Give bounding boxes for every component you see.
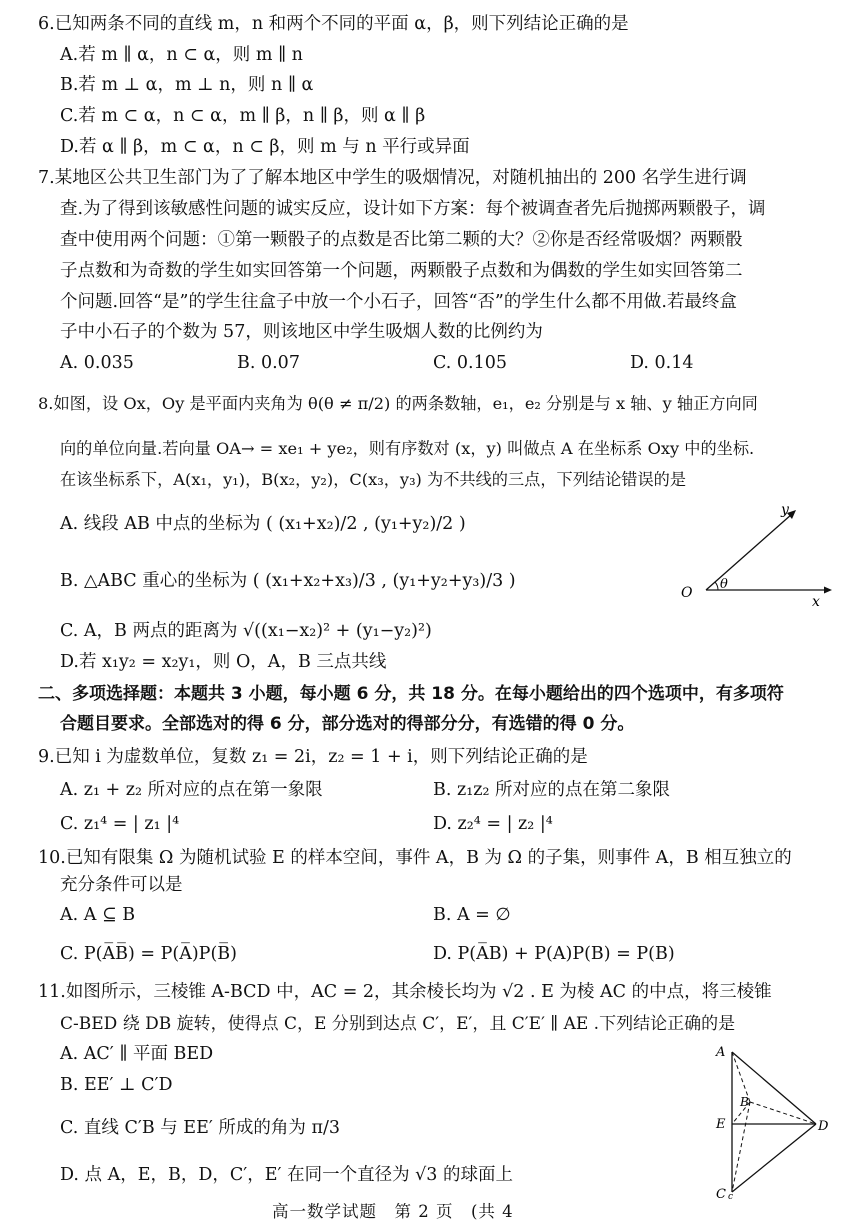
q7-option-c: C. 0.105	[433, 353, 507, 373]
q8-line-1: 8.如图，设 Ox，Oy 是平面内夹角为 θ(θ ≠ π/2) 的两条数轴，e₁，e₂ 分别是与 x 轴、y 轴正方向同	[38, 394, 758, 413]
q9-option-a: A. z₁ + z₂ 所对应的点在第一象限	[60, 780, 323, 800]
q11-line-2: C-BED 绕 DB 旋转，使得点 C，E 分别到达点 C′，E′，且 C′E′ ∥ AE .下列结论正确的是	[60, 1014, 736, 1034]
pyramid-figure	[706, 1040, 836, 1200]
vertex-b-label: B	[740, 1095, 749, 1109]
q8-option-c: C. A，B 两点的距离为 √((x₁−x₂)² + (y₁−y₂)²)	[60, 621, 432, 641]
edge-bc	[732, 1102, 750, 1192]
q6-option-b: B.若 m ⊥ α，m ⊥ n，则 n ∥ α	[60, 75, 314, 95]
q8-line-2: 向的单位向量.若向量 OA→ = xe₁ + ye₂，则有序数对 (x，y) 叫做点 A 在坐标系 Oxy 中的坐标.	[60, 439, 755, 458]
q7-line-2: 查.为了得到该敏感性问题的诚实反应，设计如下方案：每个被调查者先后抛掷两颗骰子，调	[60, 199, 766, 219]
q11-option-d: D. 点 A，E，B，D，C′，E′ 在同一个直径为 √3 的球面上	[60, 1165, 513, 1185]
q8-option-a: A. 线段 AB 中点的坐标为 ( (x₁+x₂)/2 , (y₁+y₂)/2 )	[60, 514, 466, 534]
section-2-heading: 二、多项选择题：本题共 3 小题，每小题 6 分，共 18 分。在每小题给出的四个选项中，有多项符	[38, 684, 784, 704]
q10-option-b: B. A = ∅	[433, 905, 511, 925]
theta-arc	[715, 582, 718, 590]
q11-option-b: B. EE′ ⊥ C′D	[60, 1075, 173, 1095]
x-axis-arrow	[824, 587, 832, 594]
theta-label: θ	[720, 577, 728, 592]
q7-line-1: 7.某地区公共卫生部门为了了解本地区中学生的吸烟情况，对随机抽出的 200 名学生进行调	[38, 168, 747, 188]
vertex-d-label: D	[818, 1119, 829, 1134]
q8-line-3: 在该坐标系下，A(x₁，y₁)，B(x₂，y₂)，C(x₃，y₃) 为不共线的三点，下列结论错误的是	[60, 470, 687, 489]
q7-line-6: 子中小石子的个数为 57，则该地区中学生吸烟人数的比例约为	[60, 322, 543, 342]
q9-option-d: D. z₂⁴ = | z₂ |⁴	[433, 814, 553, 834]
q7-line-4: 子点数和为奇数的学生如实回答第一个问题，两颗骰子点数和为偶数的学生如实回答第二	[60, 261, 743, 281]
y-axis	[706, 514, 792, 590]
q6-stem: 6.已知两条不同的直线 m，n 和两个不同的平面 α，β，则下列结论正确的是	[38, 14, 629, 34]
edge-cd	[732, 1124, 816, 1192]
edge-bd	[750, 1102, 816, 1124]
q7-line-5: 个问题.回答“是”的学生往盒子中放一个小石子，回答“否”的学生什么都不用做.若最终盒	[60, 292, 737, 312]
q6-option-a: A.若 m ∥ α，n ⊂ α，则 m ∥ n	[60, 45, 303, 65]
q10-option-a: A. A ⊆ B	[60, 905, 136, 925]
q10-option-c: C. P(A̅B̅) = P(A̅)P(B̅)	[60, 944, 237, 964]
q11-option-a: A. AC′ ∥ 平面 BED	[60, 1044, 214, 1064]
oblique-axes-figure	[676, 500, 836, 610]
q11-line-1: 11.如图所示，三棱锥 A-BCD 中，AC = 2，其余棱长均为 √2 . E 为棱 AC 的中点，将三棱锥	[38, 982, 772, 1002]
origin-label: O	[681, 585, 693, 601]
q8-option-d: D.若 x₁y₂ = x₂y₁，则 O，A，B 三点共线	[60, 652, 387, 672]
q10-line-1: 10.已知有限集 Ω 为随机试验 E 的样本空间，事件 A，B 为 Ω 的子集，则事件 A，B 相互独立的	[38, 848, 792, 868]
q6-option-d: D.若 α ∥ β，m ⊂ α，n ⊂ β，则 m 与 n 平行或异面	[60, 137, 470, 157]
q10-line-2: 充分条件可以是	[60, 875, 183, 895]
q7-option-b: B. 0.07	[237, 353, 300, 373]
vertex-e-label: E	[716, 1117, 726, 1132]
q11-option-c: C. 直线 C′B 与 EE′ 所成的角为 π/3	[60, 1118, 340, 1138]
vertex-a-label: A	[716, 1045, 726, 1060]
q7-line-3: 查中使用两个问题：①第一颗骰子的点数是否比第二颗的大？②你是否经常吸烟？两颗骰	[60, 230, 743, 250]
page-footer: 高一数学试题 第 2 页 (共 4	[272, 1202, 514, 1221]
x-axis-label: x	[812, 594, 820, 610]
y-axis-label: y	[781, 502, 789, 518]
q7-option-a: A. 0.035	[60, 353, 134, 373]
q8-option-b: B. △ABC 重心的坐标为 ( (x₁+x₂+x₃)/3 , (y₁+y₂+y₃)/3 )	[60, 571, 516, 591]
q9-option-c: C. z₁⁴ = | z₁ |⁴	[60, 814, 180, 834]
q7-option-d: D. 0.14	[630, 353, 694, 373]
q9-option-b: B. z₁z₂ 所对应的点在第二象限	[433, 780, 671, 800]
section-2-heading-cont: 合题目要求。全部选对的得 6 分，部分选对的得部分分，有选错的得 0 分。	[60, 714, 635, 734]
vertex-c-label: C	[716, 1187, 726, 1200]
q6-option-c: C.若 m ⊂ α，n ⊂ α，m ∥ β，n ∥ β，则 α ∥ β	[60, 106, 426, 126]
q10-option-d: D. P(A̅B) + P(A)P(B) = P(B)	[433, 944, 675, 964]
vertex-c-sub-label: c	[728, 1192, 734, 1200]
q9-stem: 9.已知 i 为虚数单位，复数 z₁ = 2i，z₂ = 1 + i，则下列结论正确的是	[38, 747, 588, 767]
